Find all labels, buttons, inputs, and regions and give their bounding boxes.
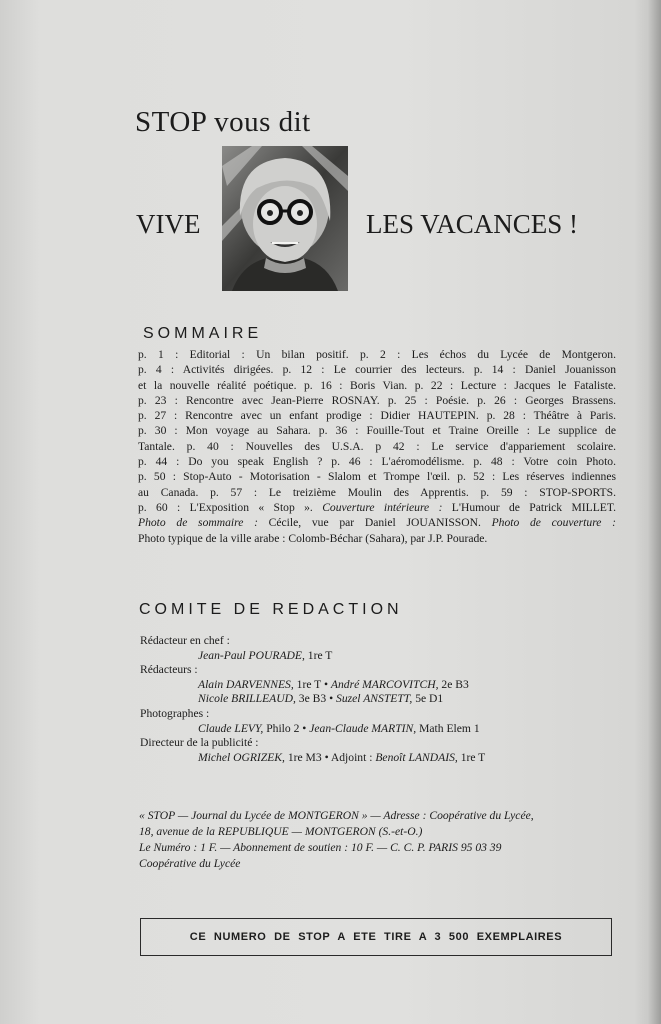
headline-stop-vous-dit: STOP vous dit bbox=[135, 106, 311, 138]
toc-line-credits-1: p. 60 : L'Exposition « Stop ». Couverture intérieure : L'Humour de Patrick MILLET. bbox=[138, 500, 616, 514]
print-run-box: CE NUMERO DE STOP A ETE TIRE A 3 500 EXEMPLAIRES bbox=[140, 918, 612, 956]
editors-label: Rédacteurs : bbox=[140, 663, 198, 677]
toc-line: p. 50 : Stop-Auto - Motorisation - Slalom et Trompe l'œil. p. 52 : Les réserves indiennes bbox=[138, 470, 616, 484]
child-portrait-photo bbox=[222, 146, 348, 291]
photographers-row: Claude LEVY, Philo 2 • Jean-Claude MARTIN, Math Elem 1 bbox=[198, 721, 480, 735]
headline-vive: VIVE bbox=[136, 209, 201, 239]
toc-line-credits-2: Photo de sommaire : Cécile, vue par Daniel JOUANISSON. Photo de couverture : bbox=[138, 516, 616, 530]
editors-row-1: Alain DARVENNES, 1re T • André MARCOVITCH, 2e B3 bbox=[198, 677, 469, 691]
chief-editor-label: Rédacteur en chef : bbox=[140, 634, 230, 647]
toc-line: Tantale. p. 40 : Nouvelles des U.S.A. p 42 : Le service d'appariement scolaire. bbox=[138, 439, 616, 453]
toc-line: p. 30 : Mon voyage au Sahara. p. 36 : Fouille-Tout et Traine Oreille : Le supplice de bbox=[138, 424, 616, 438]
publication-info-line: Le Numéro : 1 F. — Abonnement de soutien : 10 F. — C. C. P. PARIS 95 03 39 bbox=[139, 841, 502, 854]
toc-line: p. 23 : Rencontre avec Jean-Pierre ROSNAY. p. 25 : Poésie. p. 26 : Georges Brassens. bbox=[138, 393, 616, 407]
toc-line: au Canada. p. 57 : Le treizième Moulin des Apprentis. p. 59 : STOP-SPORTS. bbox=[138, 485, 616, 499]
publication-info-line: Coopérative du Lycée bbox=[139, 857, 241, 870]
toc-line-credits-3: Photo typique de la ville arabe : Colomb-Béchar (Sahara), par J.P. Pourade. bbox=[138, 531, 488, 545]
toc-line: p. 27 : Rencontre avec un enfant prodige : Didier HAUTEPIN. p. 28 : Théâtre à Paris. bbox=[138, 409, 616, 423]
publication-info bbox=[139, 808, 615, 872]
toc-line: et la nouvelle réalité poétique. p. 16 : Boris Vian. p. 22 : Lecture : Jacques le Fataliste. bbox=[138, 378, 616, 392]
headline-les-vacances: LES VACANCES ! bbox=[366, 209, 579, 239]
toc-line: p. 4 : Activités dirigées. p. 12 : Le courrier des lecteurs. p. 14 : Daniel Jouanisson bbox=[138, 363, 616, 377]
page-spine-shadow bbox=[647, 0, 661, 1024]
comite-heading: COMITE DE REDACTION bbox=[139, 601, 403, 618]
sommaire-heading: SOMMAIRE bbox=[143, 325, 263, 342]
editors-row-2: Nicole BRILLEAUD, 3e B3 • Suzel ANSTETT, 5e D1 bbox=[198, 692, 444, 706]
toc-line: p. 1 : Editorial : Un bilan positif. p. 2 : Les échos du Lycée de Montgeron. bbox=[138, 348, 616, 361]
photographers-label: Photographes : bbox=[140, 706, 210, 720]
publicity-row: Michel OGRIZEK, 1re M3 • Adjoint : Benoît LANDAIS, 1re T bbox=[198, 750, 486, 764]
table-of-contents bbox=[138, 347, 616, 546]
publicity-director-label: Directeur de la publicité : bbox=[140, 736, 259, 750]
chief-editor-entry: Jean-Paul POURADE, 1re T bbox=[198, 648, 333, 662]
publication-info-line: 18, avenue de la REPUBLIQUE — MONTGERON (S.-et-O.) bbox=[139, 825, 423, 838]
toc-line: p. 44 : Do you speak English ? p. 46 : L'aéromodélisme. p. 48 : Votre coin Photo. bbox=[138, 455, 616, 469]
editorial-staff-list bbox=[140, 634, 610, 765]
publication-info-line: « STOP — Journal du Lycée de MONTGERON » — Adresse : Coopérative du Lycée, bbox=[139, 809, 534, 822]
